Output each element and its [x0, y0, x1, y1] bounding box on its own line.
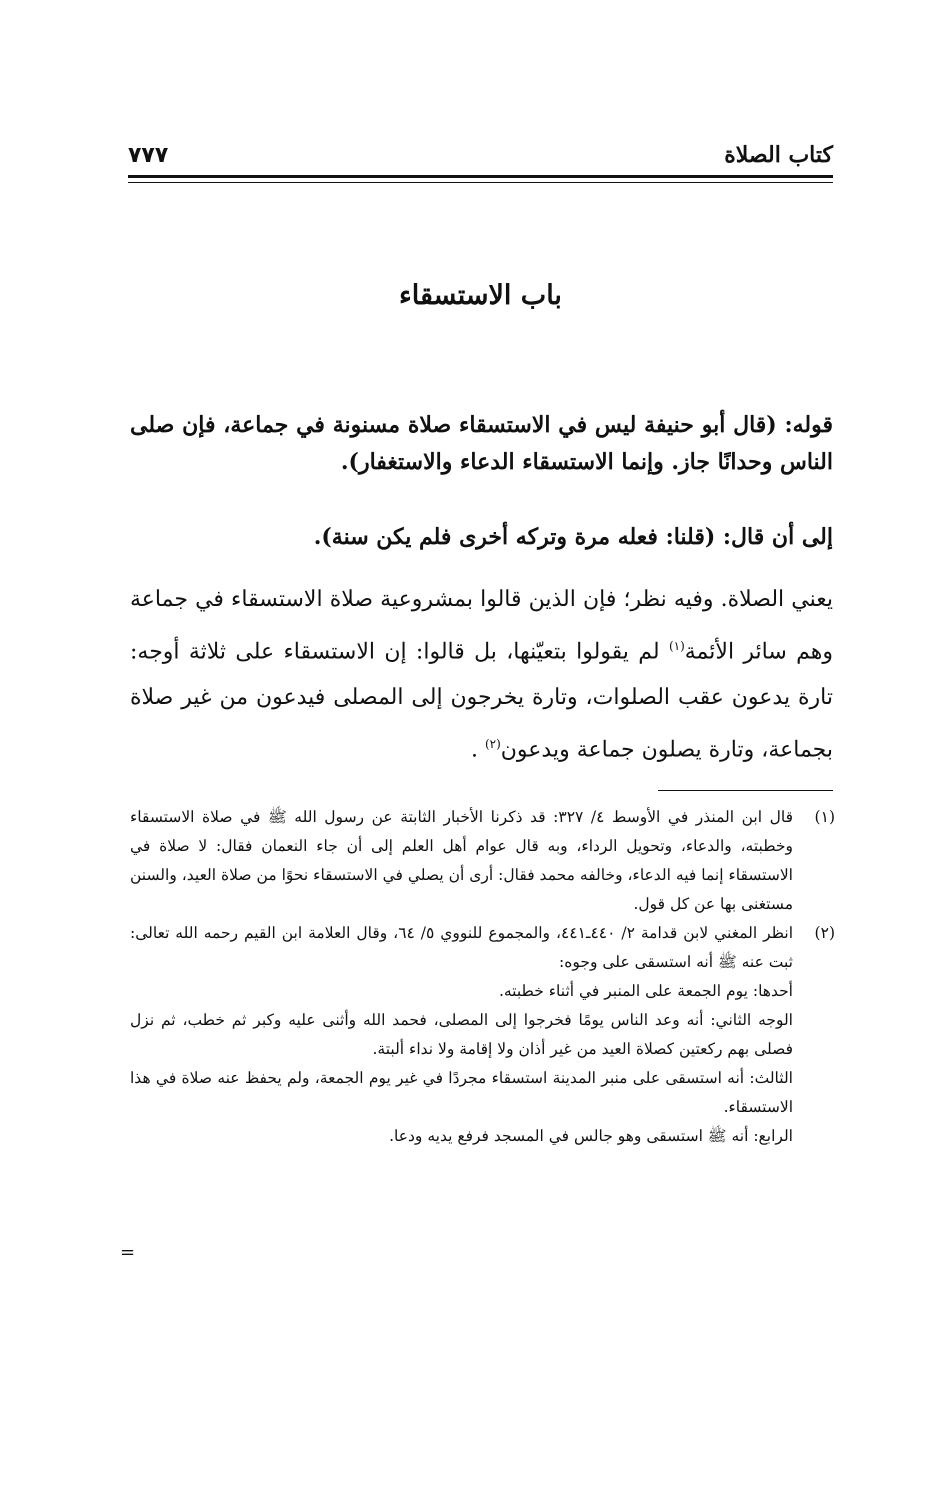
footnote-2-body: [130, 919, 793, 1151]
commentary-paragraph: [130, 577, 833, 774]
book-title: كتاب الصلاة: [724, 142, 833, 168]
footnote-2-text: انظر المغني لابن قدامة ٢/ ٤٤٠ـ٤٤١، والمجموع للنووي ٥/ ٦٤، وقال العلامة ابن القيم رحمه الله تعالى: ثبت عنه ﷺ أنه استسقى على وجوه:: [130, 924, 794, 971]
footnote-2-item-1: أحدها: يوم الجمعة على المنبر في أثناء خطبته.: [498, 982, 793, 1000]
continuation-mark: =: [120, 1242, 136, 1263]
footnote-ref-1: (١): [668, 639, 685, 653]
footnote-2-item-4: الرابع: أنه ﷺ استسقى وهو جالس في المسجد فرفع يديه ودعا.: [389, 1127, 793, 1145]
footnote-2-item-3: الثالث: أنه استسقى على منبر المدينة استسقاء مجردًا في غير يوم الجمعة، ولم يحفظ عنه صلاة في هذا الاستسقاء.: [130, 1069, 793, 1116]
header-rule-thin: [128, 182, 833, 183]
quoted-paragraph-2: إلى أن قال: (قلنا: فعله مرة وتركه أخرى فلم يكن سنة).: [313, 524, 833, 550]
running-header: [128, 138, 833, 172]
page-number: ٧٧٧: [128, 142, 169, 168]
header-rule-thick: [128, 175, 833, 178]
footnotes: [130, 803, 835, 1151]
footnote-2: [130, 919, 835, 1151]
footnote-ref-2: (٢): [484, 737, 501, 752]
footnote-1: [130, 803, 835, 919]
commentary-text-a: يعني الصلاة. وفيه نظر؛ فإن الذين قالوا بمشروعية صلاة الاستسقاء في جماعة وهم سائر الأئمة: [130, 587, 833, 665]
quoted-paragraph-1: قوله: (قال أبو حنيفة ليس في الاستسقاء صلاة مسنونة في جماعة، فإن صلى الناس وحدانًا جاز. وإنما الاستسقاء الدعاء والاستغفار).: [130, 412, 833, 475]
chapter-title: باب الاستسقاء: [399, 280, 562, 311]
footnote-2-item-2: الوجه الثاني: أنه وعد الناس يومًا فخرجوا إلى المصلى، فحمد الله وأثنى عليه وكبر ثم خطب، ثم نزل فصلى بهم ركعتين كصلاة العيد من غير أذان ولا إقامة ولا نداء ألبتة.: [130, 1011, 793, 1058]
footnote-1-text: قال ابن المنذر في الأوسط ٤/ ٣٢٧: قد ذكرنا الأخبار الثابتة عن رسول الله ﷺ في صلاة الاستسقاء وخطبته، والدعاء، وتحويل الرداء، وبه قال عوام أهل العلم إلى أن جاء النعمان فقال: لا صلاة في الاستسقاء إنما فيه الدعاء، وخالفه محمد فقال: أرى أن يصلي في الاستسقاء نحوًا من صلاة العيد، والسنن مستغنى بها عن كل قول.: [130, 808, 794, 913]
footnote-separator: [658, 790, 833, 791]
commentary-text-c: .: [470, 737, 485, 763]
commentary-text-b: لم يقولوا بتعيّنها، بل قالوا: إن الاستسقاء على ثلاثة أوجه: تارة يدعون عقب الصلوات، وتارة يخرجون إلى المصلى فيدعون من غير صلاة بجماعة، وتارة يصلون جماعة ويدعون: [130, 639, 833, 763]
footnote-2-number: (٢): [814, 924, 835, 942]
footnote-1-number: (١): [814, 808, 835, 826]
